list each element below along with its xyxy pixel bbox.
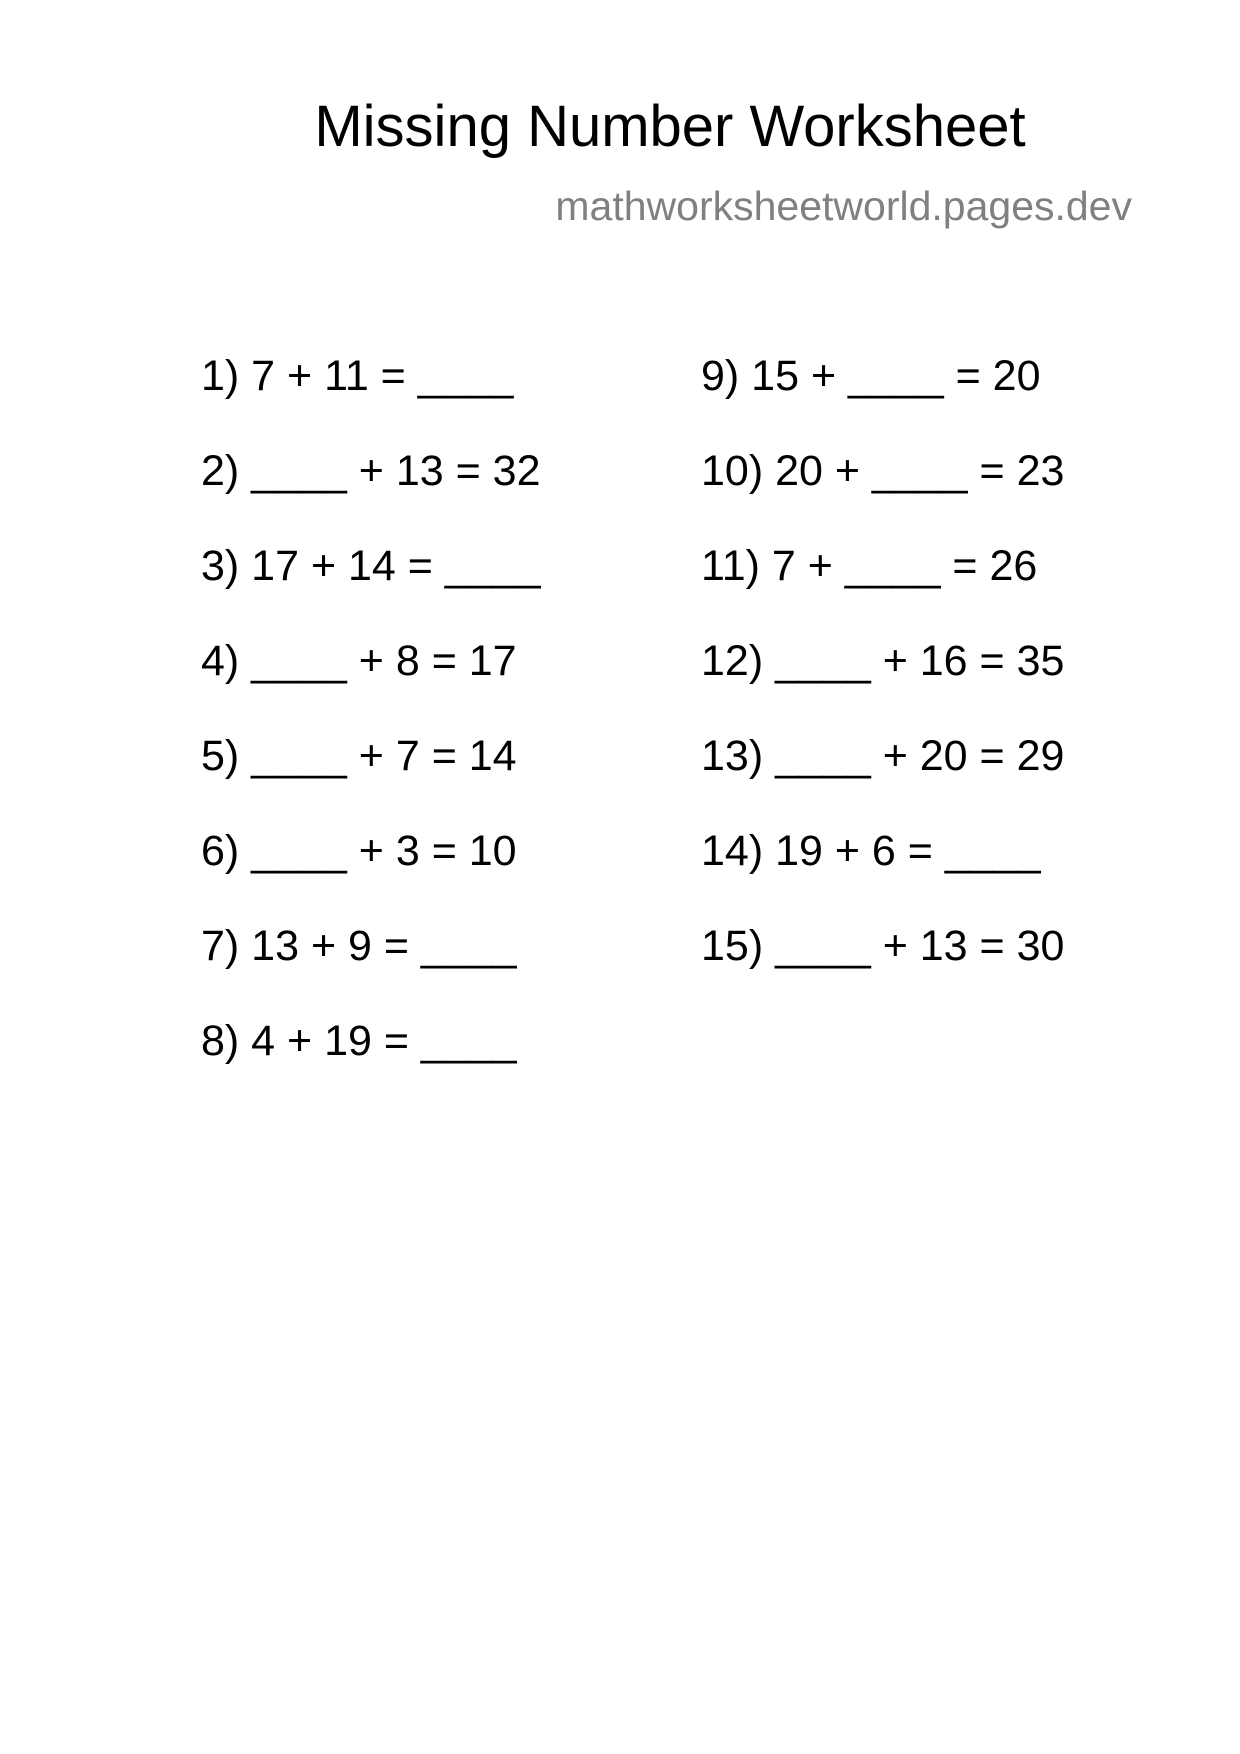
problem-9: 9) 15 + ____ = 20 [701,352,1041,400]
problem-13: 13) ____ + 20 = 29 [701,732,1065,780]
problem-column-right [701,352,1065,1020]
problem-3: 3) 17 + 14 = ____ [201,542,541,590]
problem-column-left [201,352,541,1115]
problem-2: 2) ____ + 13 = 32 [201,447,541,495]
problem-4: 4) ____ + 8 = 17 [201,637,517,685]
problem-15: 15) ____ + 13 = 30 [701,922,1065,970]
problem-12: 12) ____ + 16 = 35 [701,637,1065,685]
problem-5: 5) ____ + 7 = 14 [201,732,517,780]
problem-8: 8) 4 + 19 = ____ [201,1017,517,1065]
problem-7: 7) 13 + 9 = ____ [201,922,517,970]
website-url: mathworksheetworld.pages.dev [555,183,1132,229]
problem-6: 6) ____ + 3 = 10 [201,827,517,875]
page-title: Missing Number Worksheet [314,94,1026,159]
problem-14: 14) 19 + 6 = ____ [701,827,1041,875]
problem-11: 11) 7 + ____ = 26 [701,542,1038,590]
problem-1: 1) 7 + 11 = ____ [201,352,514,400]
problem-10: 10) 20 + ____ = 23 [701,447,1065,495]
